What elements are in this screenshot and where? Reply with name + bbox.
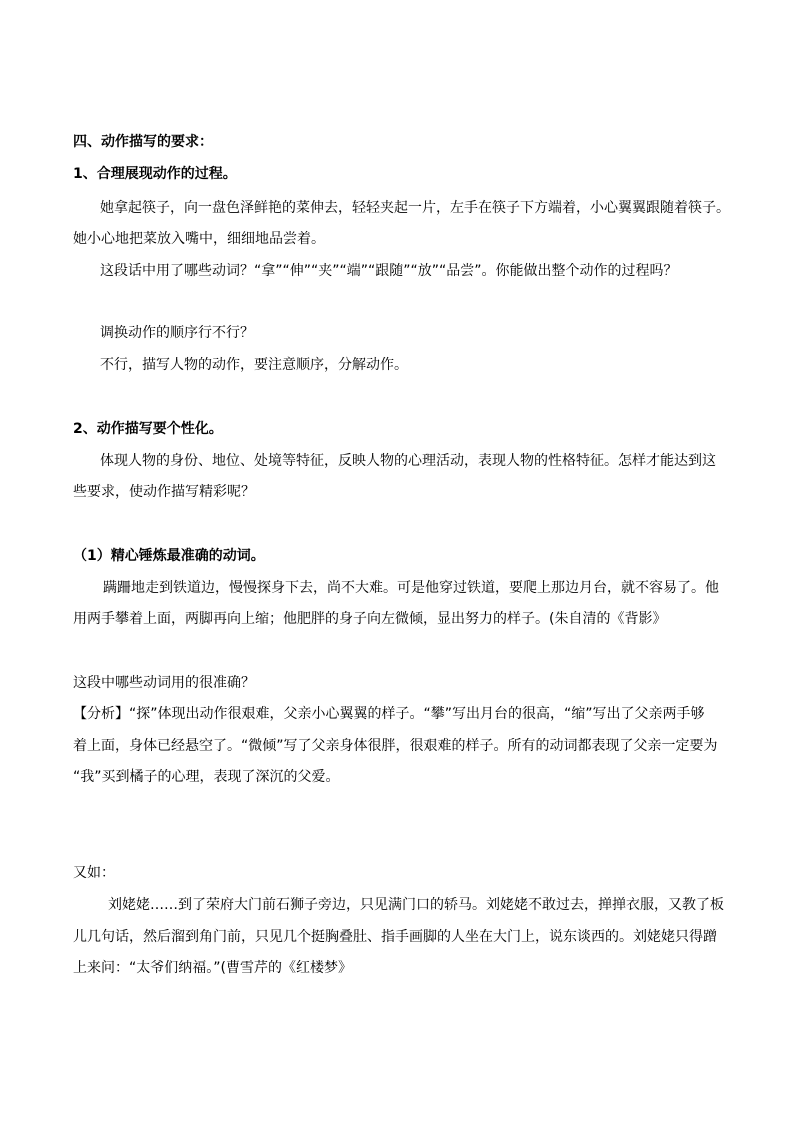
point-1-heading: （1）精心锤炼最准确的动词。 bbox=[73, 548, 265, 564]
analysis-line: “我”买到橘子的心理，表现了深沉的父爱。 bbox=[73, 769, 340, 785]
analysis-line: 着上面，身体已经悬空了。“微倾”写了父亲身体很胖，很艰难的样子。所有的动词都表现了父亲一定要为 bbox=[73, 738, 718, 754]
quote-line: 刘姥姥……到了荣府大门前石狮子旁边，只见满门口的轿马。刘姥姥不敢过去，掸掸衣服，又教了板 bbox=[108, 897, 724, 913]
section-heading: 四、动作描写的要求： bbox=[73, 134, 213, 150]
paragraph-line: 体现人物的身份、地位、处境等特征，反映人物的心理活动，表现人物的性格特征。怎样才能达到这 bbox=[100, 453, 716, 469]
quote-line: 用两手攀着上面，两脚再向上缩；他肥胖的身子向左微倾，显出努力的样子。(朱自清的《背影》 bbox=[73, 611, 667, 627]
paragraph-line: 些要求，使动作描写精彩呢？ bbox=[73, 484, 255, 500]
quote-line: 蹒跚地走到铁道边，慢慢探身下去，尚不大难。可是他穿过铁道，要爬上那边月台，就不容易了。他 bbox=[103, 580, 719, 596]
question-line: 这段话中用了哪些动词？“拿”“伸”“夹”“端”“跟随”“放”“品尝”。你能做出整个动作的过程吗？ bbox=[100, 263, 678, 279]
answer-line: 不行，描写人物的动作，要注意顺序，分解动作。 bbox=[100, 357, 408, 373]
paragraph-line: 她小心地把菜放入嘴中，细细地品尝着。 bbox=[73, 231, 325, 247]
example-label: 又如： bbox=[73, 865, 115, 881]
paragraph-line: 她拿起筷子，向一盘色泽鲜艳的菜伸去，轻轻夹起一片，左手在筷子下方端着，小心翼翼跟随着筷子。 bbox=[100, 200, 730, 216]
subsection-2-heading: 2、动作描写要个性化。 bbox=[73, 421, 223, 437]
quote-line: 上来问：“太爷们纳福。”(曹雪芹的《红楼梦》 bbox=[73, 960, 352, 976]
question-line: 这段中哪些动词用的很准确？ bbox=[73, 675, 255, 691]
question-line: 调换动作的顺序行不行？ bbox=[100, 325, 254, 341]
subsection-1-heading: 1、合理展现动作的过程。 bbox=[73, 166, 237, 182]
quote-line: 儿几句话，然后溜到角门前，只见几个挺胸叠肚、指手画脚的人坐在大门上，说东谈西的。刘姥姥只得蹭 bbox=[73, 929, 717, 945]
analysis-line: 【分析】“探”体现出动作很艰难，父亲小心翼翼的样子。“攀”写出月台的很高，“缩”写出了父亲两手够 bbox=[73, 706, 705, 722]
